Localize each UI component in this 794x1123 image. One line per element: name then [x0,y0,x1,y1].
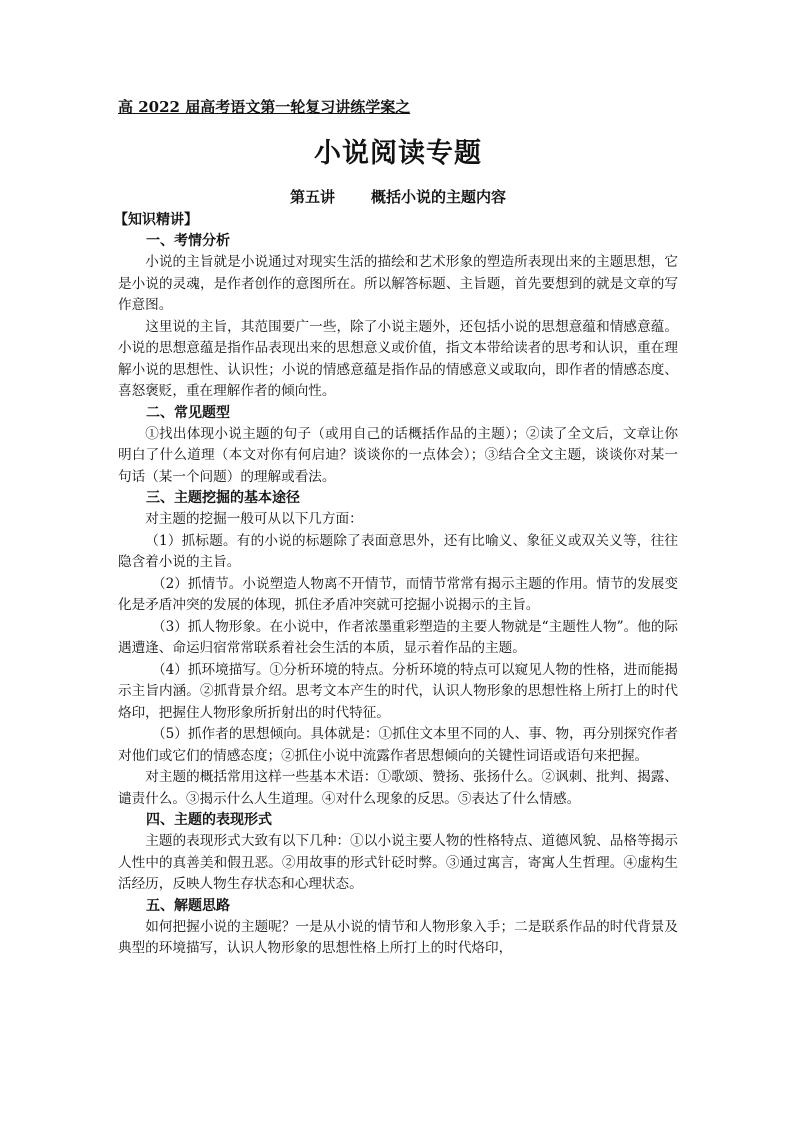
document-page [114,96,678,960]
section-heading: 二、常见题型 [146,404,230,421]
paragraph: ①找出体现小说主题的句子（或用自己的话概括作品的主题）；②读了全文后，文章让你明白了什么道理（本文对你有何启迪？谈谈你的一点体会）；③结合全文主题，谈谈你对某一句话（某一个问题）的理解或看法。 [118,425,678,485]
page-title: 小说阅读专题 [314,138,482,169]
paragraph: （3）抓人物形象。在小说中，作者浓墨重彩塑造的主要人物就是“主题性人物”。他的际遇遭逢、命运归宿常常联系着社会生活的本质，显示着作品的主题。 [118,618,678,656]
section-tag: 【知识精讲】 [114,212,198,228]
paragraph: （2）抓情节。小说塑造人物离不开情节，而情节常常有揭示主题的作用。情节的发展变化是矛盾冲突的发展的体现，抓住矛盾冲突就可挖掘小说揭示的主旨。 [118,575,678,613]
lecture-title [118,184,678,210]
paragraph: 如何把握小说的主题呢？一是从小说的情节和人物形象入手；二是联系作品的时代背景及典型的环境描写，认识人物形象的思想性格上所打上的时代烙印， [118,918,678,956]
lecture-name: 概括小说的主题内容 [371,188,507,206]
section-heading: 一、考情分析 [146,233,230,249]
paragraph: 对主题的挖掘一般可从以下几方面： [145,511,363,527]
paragraph: 小说的主旨就是小说通过对现实生活的描绘和艺术形象的塑造所表现出来的主题思想，它是小说的灵魂，是作者创作的意图所在。所以解答标题、主旨题，首先要想到的就是文章的写作意图。 [118,254,678,313]
section-heading: 四、主题的表现形式 [146,812,272,828]
paragraph: 对主题的概括常用这样一些基本术语：①歌颂、赞扬、张扬什么。②讽刺、批判、揭露、谴责什么。③揭示什么人生道理。④对什么现象的反思。⑤表达了什么情感。 [118,769,678,807]
section-heading: 五、解题思路 [146,897,230,914]
lecture-number: 第五讲 [289,188,335,206]
paragraph: （4）抓环境描写。①分析环境的特点。分析环境的特点可以窥见人物的性格，进而能揭示主旨内涵。②抓背景介绍。思考文本产生的时代，认识人物形象的思想性格上所打上的时代烙印，把握住人物形象所折射出的时代特征。 [118,661,678,721]
section-heading: 三、主题挖掘的基本途径 [146,490,300,506]
paragraph: （5）抓作者的思想倾向。具体就是：①抓住文本里不同的人、事、物，再分别探究作者对他们或它们的情感态度；②抓住小说中流露作者思想倾向的关键性词语或语句来把握。 [118,726,678,764]
paragraph: 这里说的主旨，其范围要广一些，除了小说主题外，还包括小说的思想意蕴和情感意蕴。小说的思想意蕴是指作品表现出来的思想意义或价值，指文本带给读者的思考和认识，重在理解小说的思想性、认识性；小说的情感意蕴是指作品的情感意义或取向，即作者的情感态度、喜怒褒贬，重在理解作者的倾向性。 [118,318,678,399]
document-header: 高 2022 届高考语文第一轮复习讲练学案之 [118,98,411,116]
paragraph: （1）抓标题。有的小说的标题除了表面意思外，还有比喻义、象征义或双关义等，往往隐含着小说的主旨。 [118,532,678,570]
paragraph: 主题的表现形式大致有以下几种：①以小说主要人物的性格特点、道德风貌、品格等揭示人性中的真善美和假丑恶。②用故事的形式针砭时弊。③通过寓言，寄寓人生哲理。④虚构生活经历，反映人物生存状态和心理状态。 [118,833,678,892]
